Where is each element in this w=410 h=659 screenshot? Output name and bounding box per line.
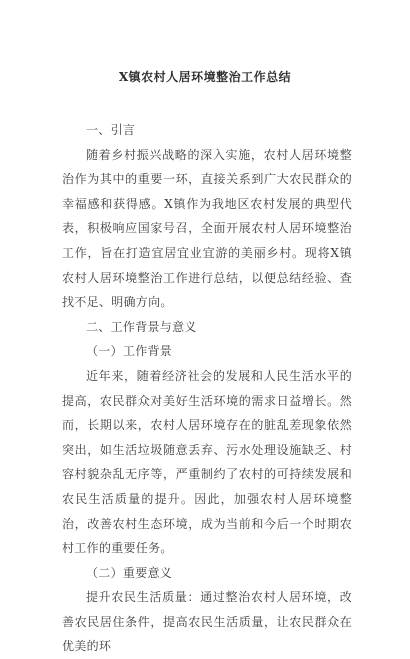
subsection-heading-significance: （二）重要意义 xyxy=(86,565,173,580)
subsection-heading-background: （一）工作背景 xyxy=(86,344,173,359)
section-heading-background: 二、工作背景与意义 xyxy=(86,319,197,334)
paragraph-background: 近年来，随着经济社会的发展和人民生活水平的提高，农民群众对美好生活环境的需求日益增长。然而，长期以来，农村人居环境存在的脏乱差现象依然突出，如生活垃圾随意丢弃、污水处理设施缺乏、村容村貌杂乱无序等，严重制约了农村的可持续发展和农民生活质量的提升。因此，加强农村人居环境整治，改善农村生态环境，成为当前和今后一个时期农村工作的重要任务。 xyxy=(62,368,352,556)
document-title: X镇农村人居环境整治工作总结 xyxy=(118,70,292,84)
paragraph-intro: 随着乡村振兴战略的深入实施，农村人居环境整治作为其中的重要一环，直接关系到广大农民群众的幸福感和获得感。X镇作为我地区农村发展的典型代表，积极响应国家号召，全面开展农村人居环境整治工作，旨在打造宜居宜业宜游的美丽乡村。现将X镇农村人居环境整治工作进行总结，以便总结经验、查找不足、明确方向。 xyxy=(62,147,352,310)
document-body xyxy=(62,118,352,659)
paragraph-significance: 提升农民生活质量：通过整治农村人居环境，改善农民居住条件，提高农民生活质量，让农民群众在优美的环 xyxy=(62,590,352,654)
section-heading-intro: 一、引言 xyxy=(86,123,136,137)
